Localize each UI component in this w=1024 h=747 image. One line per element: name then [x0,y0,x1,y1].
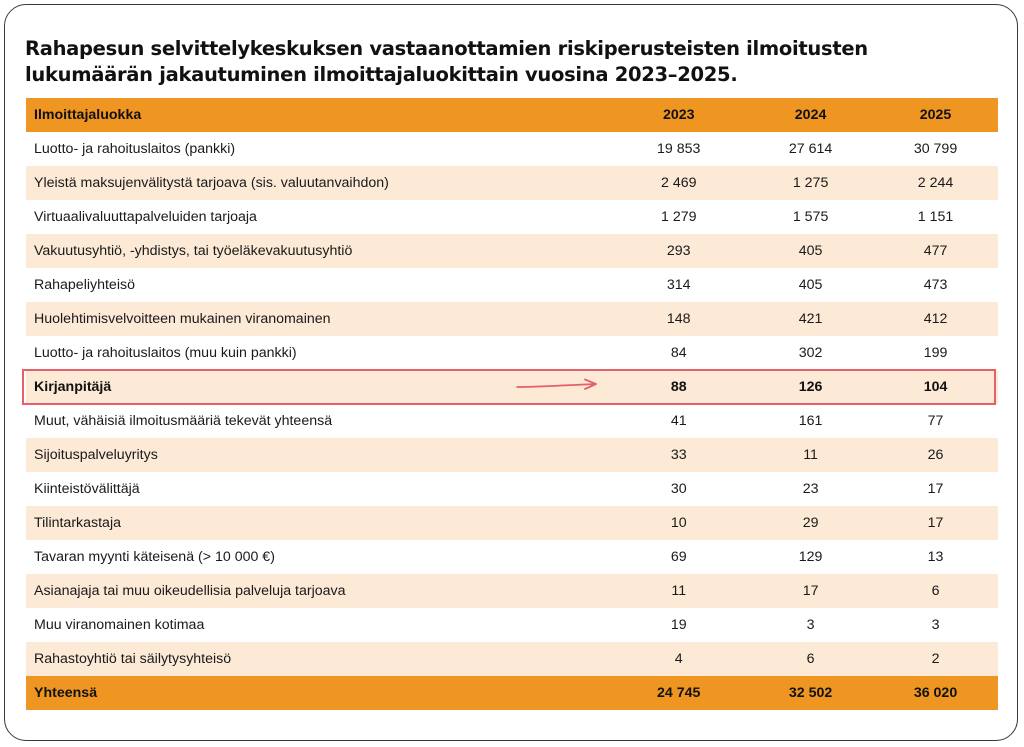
row-label: Luotto- ja rahoituslaitos (muu kuin pankki) [26,336,609,370]
row-label: Huolehtimisvelvoitteen mukainen viranomainen [26,302,609,336]
total-row [26,676,998,710]
value-2025: 77 [873,404,998,438]
value-2025: 2 244 [873,166,998,200]
value-2023: 2 469 [609,166,748,200]
row-label: Vakuutusyhtiö, -yhdistys, tai työeläkevakuutusyhtiö [26,234,609,268]
value-2024: 6 [748,642,873,676]
value-2025: 1 151 [873,200,998,234]
table-row [26,472,998,506]
value-2023: 11 [609,574,748,608]
row-label: Kiinteistövälittäjä [26,472,609,506]
row-label: Yleistä maksujenvälitystä tarjoava (sis. valuutanvaihdon) [26,166,609,200]
row-label: Virtuaalivaluuttapalveluiden tarjoaja [26,200,609,234]
value-2025: 199 [873,336,998,370]
table-row [26,132,998,166]
value-2024: 1 575 [748,200,873,234]
value-2025: 17 [873,472,998,506]
row-label: Rahapeliyhteisö [26,268,609,302]
value-2024: 405 [748,234,873,268]
header-category: Ilmoittajaluokka [26,98,609,132]
total-label: Yhteensä [26,676,609,710]
table-row [26,540,998,574]
value-2024: 11 [748,438,873,472]
value-2024: 27 614 [748,132,873,166]
table-row [26,506,998,540]
value-2024: 161 [748,404,873,438]
value-2023: 19 853 [609,132,748,166]
table-title: Rahapesun selvittelykeskuksen vastaanottamien riskiperusteisten ilmoitusten lukumäärän jakautuminen ilmoittajaluokittain vuosina 2023–2025. [25,37,868,86]
header-2023: 2023 [609,98,748,132]
table-row [26,370,998,404]
value-2024: 129 [748,540,873,574]
table-row [26,268,998,302]
total-2024: 32 502 [748,676,873,710]
value-2024: 29 [748,506,873,540]
row-label: Asianajaja tai muu oikeudellisia palveluja tarjoava [26,574,609,608]
table-row [26,200,998,234]
row-label: Tavaran myynti käteisenä (> 10 000 €) [26,540,609,574]
value-2025: 26 [873,438,998,472]
value-2024: 23 [748,472,873,506]
total-2025: 36 020 [873,676,998,710]
value-2023: 88 [609,370,748,404]
value-2025: 17 [873,506,998,540]
header-2024: 2024 [748,98,873,132]
value-2023: 293 [609,234,748,268]
table-body [26,132,998,676]
table-row [26,608,998,642]
value-2025: 473 [873,268,998,302]
row-label: Muut, vähäisiä ilmoitusmääriä tekevät yhteensä [26,404,609,438]
table-row [26,574,998,608]
value-2024: 1 275 [748,166,873,200]
value-2025: 13 [873,540,998,574]
value-2025: 30 799 [873,132,998,166]
value-2025: 2 [873,642,998,676]
row-label: Muu viranomainen kotimaa [26,608,609,642]
value-2024: 126 [748,370,873,404]
value-2025: 3 [873,608,998,642]
total-2023: 24 745 [609,676,748,710]
table-row [26,404,998,438]
value-2025: 477 [873,234,998,268]
value-2023: 41 [609,404,748,438]
value-2023: 33 [609,438,748,472]
value-2023: 69 [609,540,748,574]
value-2024: 421 [748,302,873,336]
value-2024: 3 [748,608,873,642]
value-2025: 104 [873,370,998,404]
table-header-row [26,98,998,132]
value-2023: 148 [609,302,748,336]
table-row [26,302,998,336]
row-label: Tilintarkastaja [26,506,609,540]
row-label: Luotto- ja rahoituslaitos (pankki) [26,132,609,166]
value-2025: 6 [873,574,998,608]
value-2023: 19 [609,608,748,642]
row-label: Sijoituspalveluyritys [26,438,609,472]
row-label: Kirjanpitäjä [26,370,609,404]
table-row [26,642,998,676]
row-label: Rahastoyhtiö tai säilytysyhteisö [26,642,609,676]
value-2025: 412 [873,302,998,336]
value-2023: 1 279 [609,200,748,234]
table-row [26,166,998,200]
value-2023: 314 [609,268,748,302]
value-2024: 302 [748,336,873,370]
table-row [26,438,998,472]
value-2023: 30 [609,472,748,506]
value-2024: 405 [748,268,873,302]
table-row [26,234,998,268]
header-2025: 2025 [873,98,998,132]
data-table [26,98,998,710]
value-2023: 4 [609,642,748,676]
table-row [26,336,998,370]
value-2023: 10 [609,506,748,540]
value-2023: 84 [609,336,748,370]
value-2024: 17 [748,574,873,608]
